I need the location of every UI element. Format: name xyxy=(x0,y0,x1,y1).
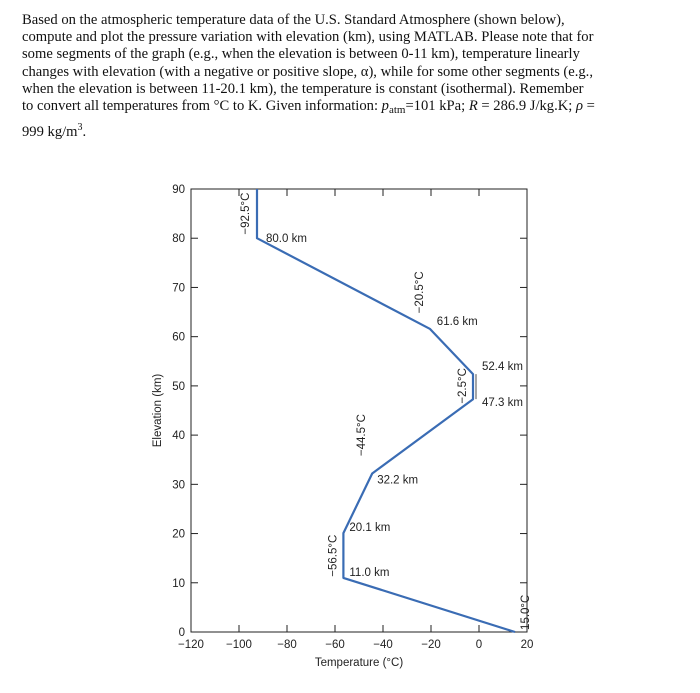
problem-line: when the elevation is between 11-20.1 km), the temperature is constant (isothermal). Remember xyxy=(22,80,584,97)
problem-text: . xyxy=(82,124,87,141)
temperature-label: 15.0°C xyxy=(520,594,532,630)
rho-value: = xyxy=(583,98,595,115)
axis-ticks xyxy=(191,189,527,632)
x-axis-label: Temperature (°C) xyxy=(314,657,404,669)
x-tick-label: −20 xyxy=(421,639,441,651)
rho-symbol: ρ xyxy=(575,98,583,115)
problem-text: 999 kg/m xyxy=(22,124,78,141)
elevation-label: 20.1 km xyxy=(349,522,391,535)
x-tick-label: −40 xyxy=(373,639,393,651)
x-tick-label: 20 xyxy=(520,639,534,651)
r-symbol: R xyxy=(468,98,478,115)
y-tick-label: 30 xyxy=(172,479,185,492)
x-tick-label: −100 xyxy=(226,639,252,651)
p-symbol: p xyxy=(381,98,389,115)
y-tick-label: 90 xyxy=(172,184,185,196)
elevation-label: 11.0 km xyxy=(349,566,390,579)
temperature-label: −56.5°C xyxy=(327,534,340,577)
x-tick-label: −120 xyxy=(178,639,204,651)
y-tick-label: 60 xyxy=(172,331,185,344)
problem-line: changes with elevation (with a negative or positive slope, α), while for some other segments (e.g., xyxy=(22,63,593,80)
problem-line: Based on the atmospheric temperature data of the U.S. Standard Atmosphere (shown below), xyxy=(22,12,565,28)
y-tick-label: 70 xyxy=(172,282,185,295)
y-tick-label: 50 xyxy=(172,380,185,393)
y-axis-label: Elevation (km) xyxy=(152,373,164,448)
p-value: =101 kPa; xyxy=(405,98,469,115)
annotations xyxy=(240,193,532,630)
problem-text: to convert all temperatures from °C to K. Given information: xyxy=(22,98,382,115)
p-subscript: atm xyxy=(388,104,406,117)
elevation-label: 32.2 km xyxy=(377,474,419,487)
problem-line: some segments of the graph (e.g., when the elevation is between 0-11 km), temperature linearly xyxy=(22,46,580,63)
y-tick-label: 40 xyxy=(172,430,185,443)
temperature-label: −2.5°C xyxy=(457,368,469,404)
elevation-label: 80.0 km xyxy=(266,233,307,246)
temperature-label: −44.5°C xyxy=(356,414,369,457)
elevation-label: 61.6 km xyxy=(436,315,478,328)
problem-line: compute and plot the pressure variation with elevation (km), using MATLAB. Please note that for xyxy=(22,29,594,46)
temperature-profile-line xyxy=(257,189,515,632)
x-tick-label: −80 xyxy=(277,639,297,651)
y-tick-label: 0 xyxy=(178,627,185,639)
elevation-label: 52.4 km xyxy=(482,361,523,374)
y-tick-label: 10 xyxy=(172,577,185,590)
temperature-label: −20.5°C xyxy=(413,271,426,314)
plot-frame xyxy=(191,189,527,632)
temperature-label: −92.5°C xyxy=(240,192,252,235)
y-tick-label: 80 xyxy=(172,233,185,246)
elevation-label: 47.3 km xyxy=(482,397,523,410)
x-tick-label: −60 xyxy=(325,639,345,651)
r-value: = 286.9 J/kg.K; xyxy=(477,98,576,115)
x-tick-label: 0 xyxy=(475,639,483,651)
y-tick-label: 20 xyxy=(172,528,185,541)
superscript: 3 xyxy=(77,122,83,134)
